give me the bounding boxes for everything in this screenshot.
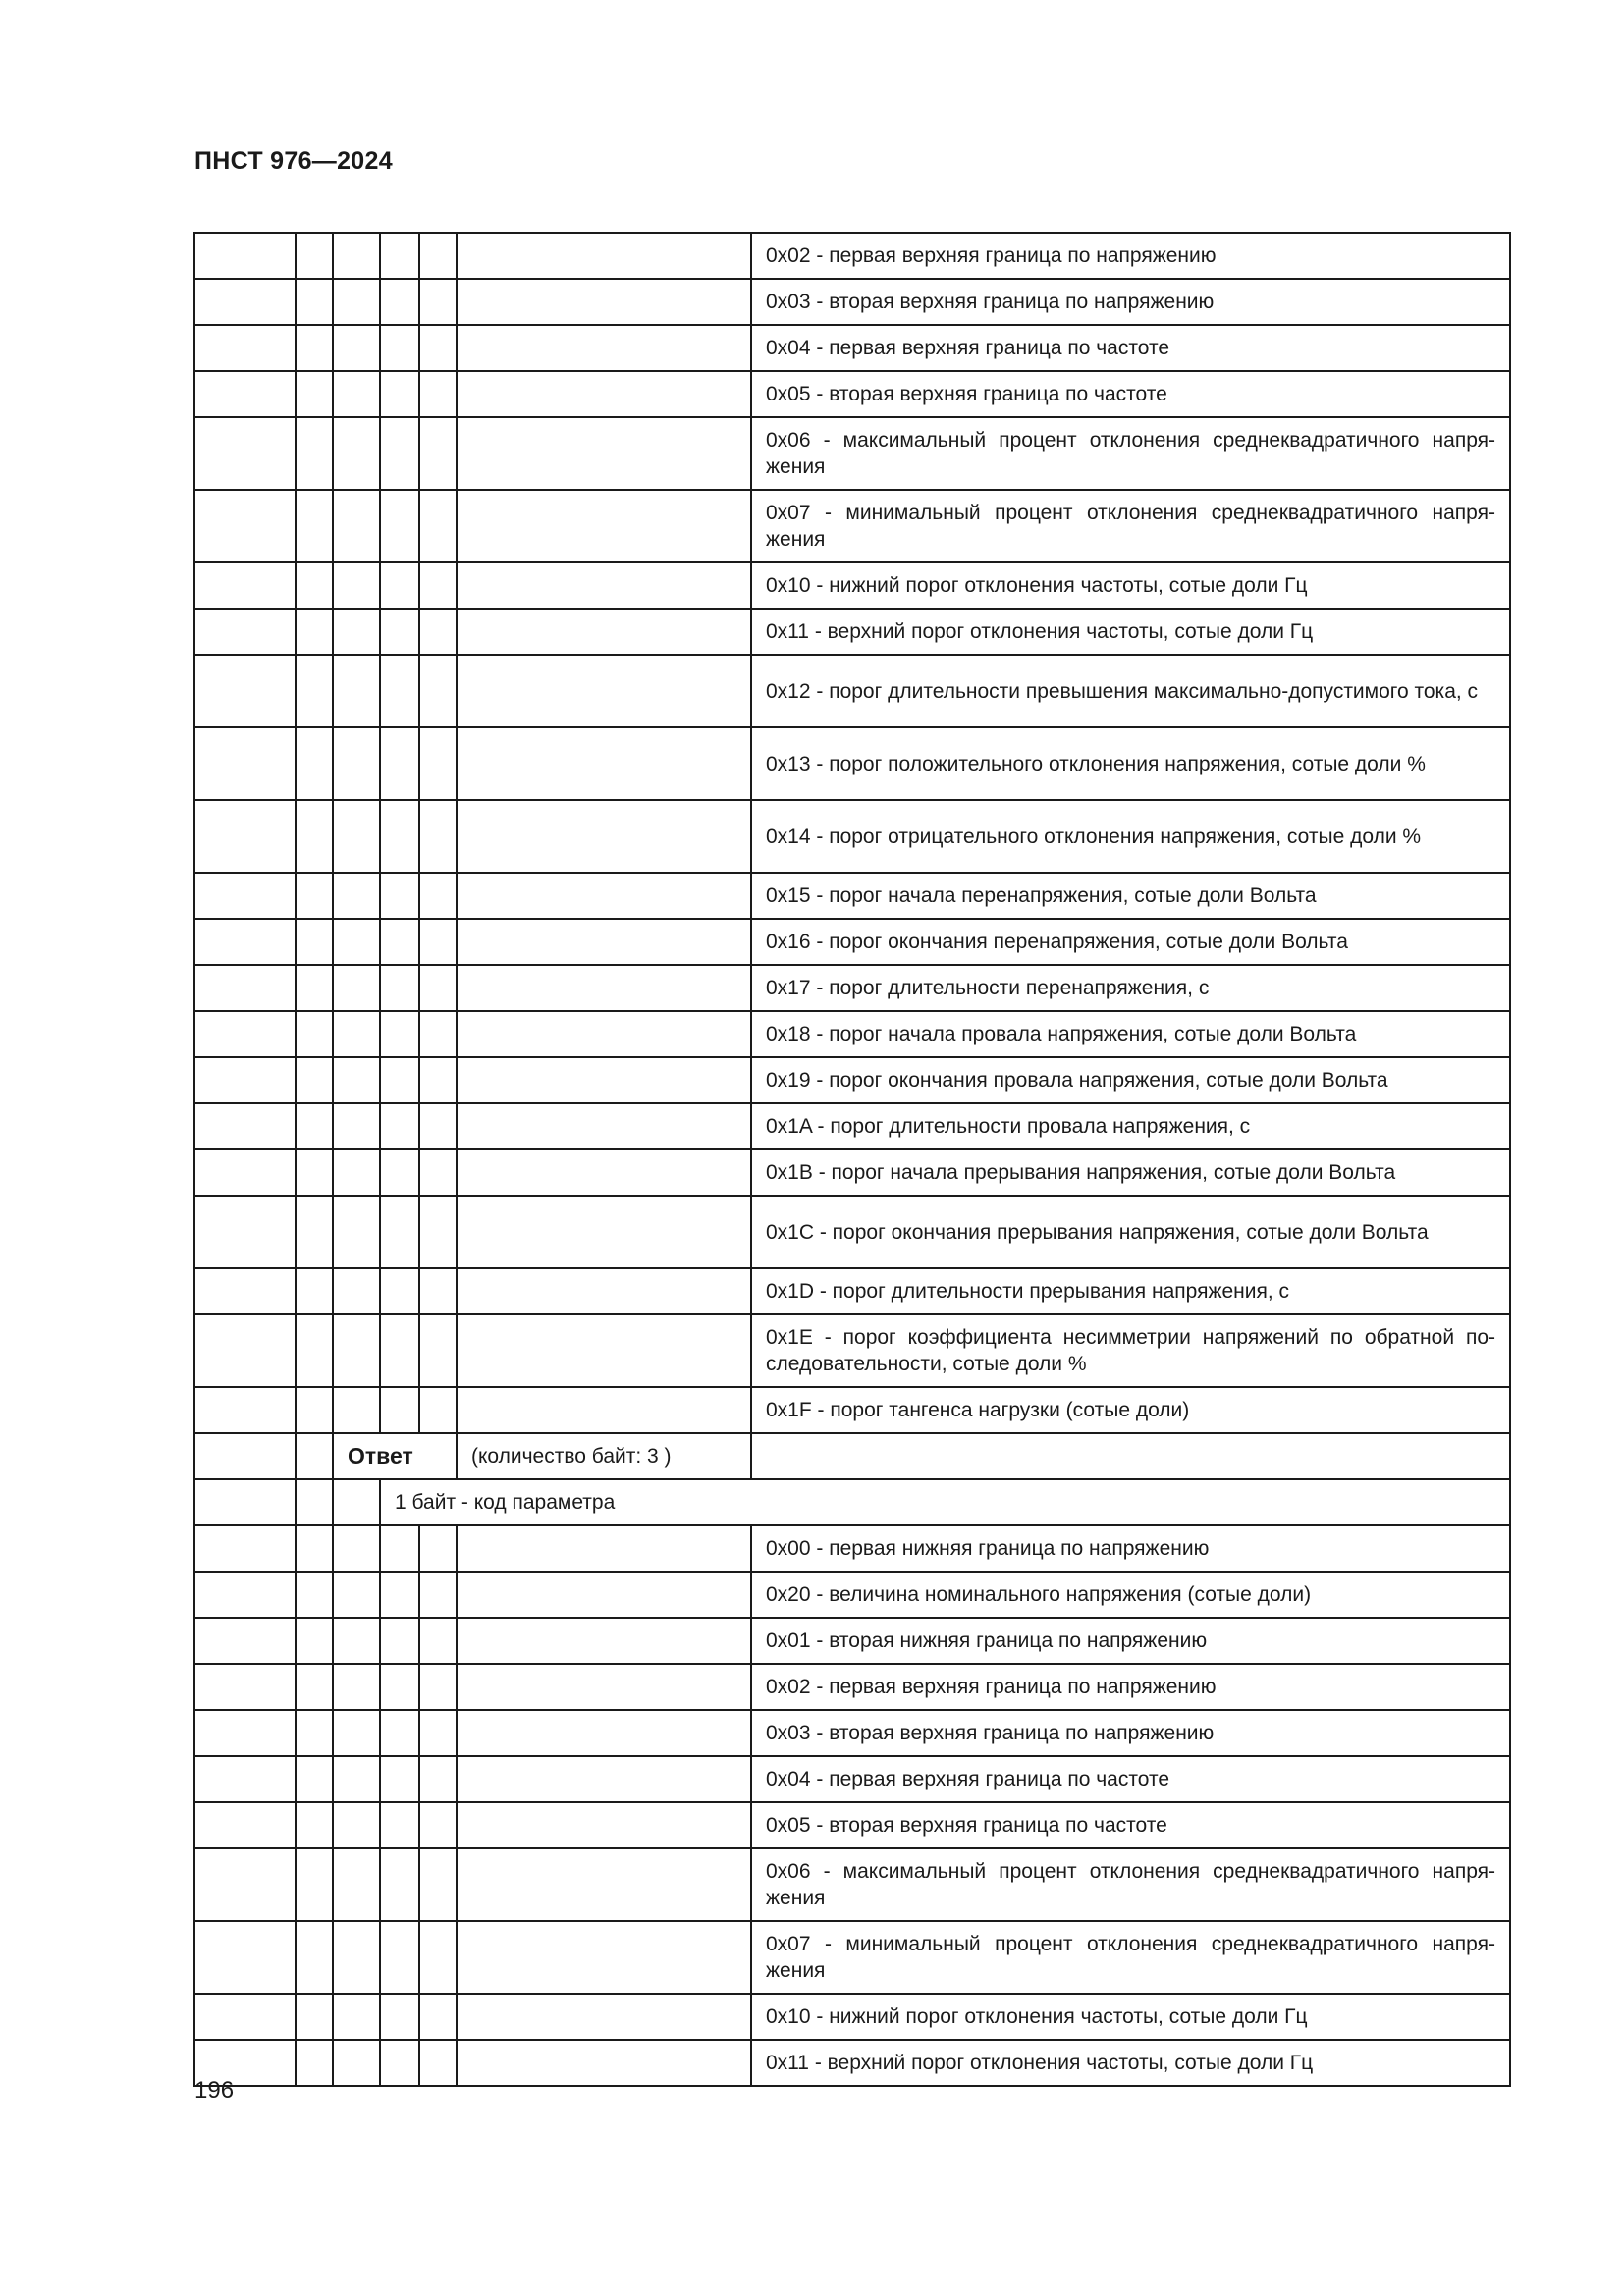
table-row	[194, 1664, 1510, 1710]
parameter-description: 0x07 - минимальный процент отклонения среднеквадратичного напря-жения	[751, 1921, 1510, 1994]
parameter-description: 0x03 - вторая верхняя граница по напряжению	[751, 279, 1510, 325]
table-row	[194, 919, 1510, 965]
parameter-description: 0x00 - первая нижняя граница по напряжению	[751, 1525, 1510, 1572]
parameter-description: 0x1B - порог начала прерывания напряжения, сотые доли Вольта	[751, 1149, 1510, 1196]
table-row	[194, 1802, 1510, 1848]
table-row	[194, 1149, 1510, 1196]
parameter-description: 0x01 - вторая нижняя граница по напряжению	[751, 1618, 1510, 1664]
table-row	[194, 1572, 1510, 1618]
parameter-description: 0x10 - нижний порог отклонения частоты, сотые доли Гц	[751, 562, 1510, 609]
table-row	[194, 1057, 1510, 1103]
parameter-description: 0x12 - порог длительности превышения максимально-допустимого тока, с	[751, 655, 1510, 727]
parameter-description: 0x06 - максимальный процент отклонения среднеквадратичного напря-жения	[751, 417, 1510, 490]
parameter-description: 0x16 - порог окончания перенапряжения, сотые доли Вольта	[751, 919, 1510, 965]
answer-row	[194, 1433, 1510, 1479]
table-row	[194, 2040, 1510, 2086]
table-row	[194, 1848, 1510, 1921]
table-row	[194, 1710, 1510, 1756]
table-row	[194, 1196, 1510, 1268]
parameter-description: 0x1A - порог длительности провала напряжения, с	[751, 1103, 1510, 1149]
table-row	[194, 417, 1510, 490]
parameter-description: 0x18 - порог начала провала напряжения, сотые доли Вольта	[751, 1011, 1510, 1057]
table-row	[194, 233, 1510, 279]
table-row	[194, 279, 1510, 325]
parameter-description: 0x13 - порог положительного отклонения напряжения, сотые доли %	[751, 727, 1510, 800]
parameter-description: 0x10 - нижний порог отклонения частоты, сотые доли Гц	[751, 1994, 1510, 2040]
table-row	[194, 562, 1510, 609]
parameter-description: 0x07 - минимальный процент отклонения среднеквадратичного напря-жения	[751, 490, 1510, 562]
parameter-description: 0x20 - величина номинального напряжения (сотые доли)	[751, 1572, 1510, 1618]
parameter-description: 0x19 - порог окончания провала напряжения, сотые доли Вольта	[751, 1057, 1510, 1103]
table-row	[194, 655, 1510, 727]
parameter-description: 0x14 - порог отрицательного отклонения напряжения, сотые доли %	[751, 800, 1510, 873]
table-body-top	[194, 233, 1510, 1433]
parameter-description: 0x11 - верхний порог отклонения частоты, сотые доли Гц	[751, 609, 1510, 655]
table-row	[194, 965, 1510, 1011]
table-row	[194, 1387, 1510, 1433]
table-row	[194, 1756, 1510, 1802]
spec-table	[193, 232, 1511, 2087]
table-row	[194, 1011, 1510, 1057]
answer-byte-count: (количество байт: 3 )	[457, 1433, 751, 1479]
table-row	[194, 1525, 1510, 1572]
page-number: 196	[194, 2077, 235, 2104]
answer-label: Ответ	[333, 1433, 457, 1479]
parameter-description: 0x1D - порог длительности прерывания напряжения, с	[751, 1268, 1510, 1314]
table-row	[194, 727, 1510, 800]
parameter-description: 0x02 - первая верхняя граница по напряжению	[751, 233, 1510, 279]
table-body-bottom	[194, 1525, 1510, 2086]
table-row	[194, 1268, 1510, 1314]
document-id: ПНСТ 976—2024	[194, 147, 393, 175]
table-row	[194, 609, 1510, 655]
table-body-answer	[194, 1433, 1510, 1525]
table-row	[194, 1314, 1510, 1387]
parameter-description: 0x15 - порог начала перенапряжения, сотые доли Вольта	[751, 873, 1510, 919]
table-row	[194, 371, 1510, 417]
table-row	[194, 873, 1510, 919]
parameter-description: 0x04 - первая верхняя граница по частоте	[751, 1756, 1510, 1802]
param-code-row	[194, 1479, 1510, 1525]
table-row	[194, 1921, 1510, 1994]
table-row	[194, 490, 1510, 562]
table-row	[194, 325, 1510, 371]
parameter-description: 0x17 - порог длительности перенапряжения, с	[751, 965, 1510, 1011]
table-row	[194, 1103, 1510, 1149]
parameter-description: 0x04 - первая верхняя граница по частоте	[751, 325, 1510, 371]
table-row	[194, 800, 1510, 873]
param-code-label: 1 байт - код параметра	[380, 1479, 1510, 1525]
parameter-description: 0x03 - вторая верхняя граница по напряжению	[751, 1710, 1510, 1756]
table-row	[194, 1618, 1510, 1664]
parameter-description: 0x11 - верхний порог отклонения частоты, сотые доли Гц	[751, 2040, 1510, 2086]
parameter-description: 0x1E - порог коэффициента несимметрии напряжений по обратной по-следовательности, сотые доли %	[751, 1314, 1510, 1387]
parameter-description: 0x06 - максимальный процент отклонения среднеквадратичного напря-жения	[751, 1848, 1510, 1921]
parameter-description: 0x1F - порог тангенса нагрузки (сотые доли)	[751, 1387, 1510, 1433]
parameter-description: 0x05 - вторая верхняя граница по частоте	[751, 371, 1510, 417]
parameter-description: 0x1C - порог окончания прерывания напряжения, сотые доли Вольта	[751, 1196, 1510, 1268]
parameter-description: 0x05 - вторая верхняя граница по частоте	[751, 1802, 1510, 1848]
parameter-description: 0x02 - первая верхняя граница по напряжению	[751, 1664, 1510, 1710]
table-row	[194, 1994, 1510, 2040]
